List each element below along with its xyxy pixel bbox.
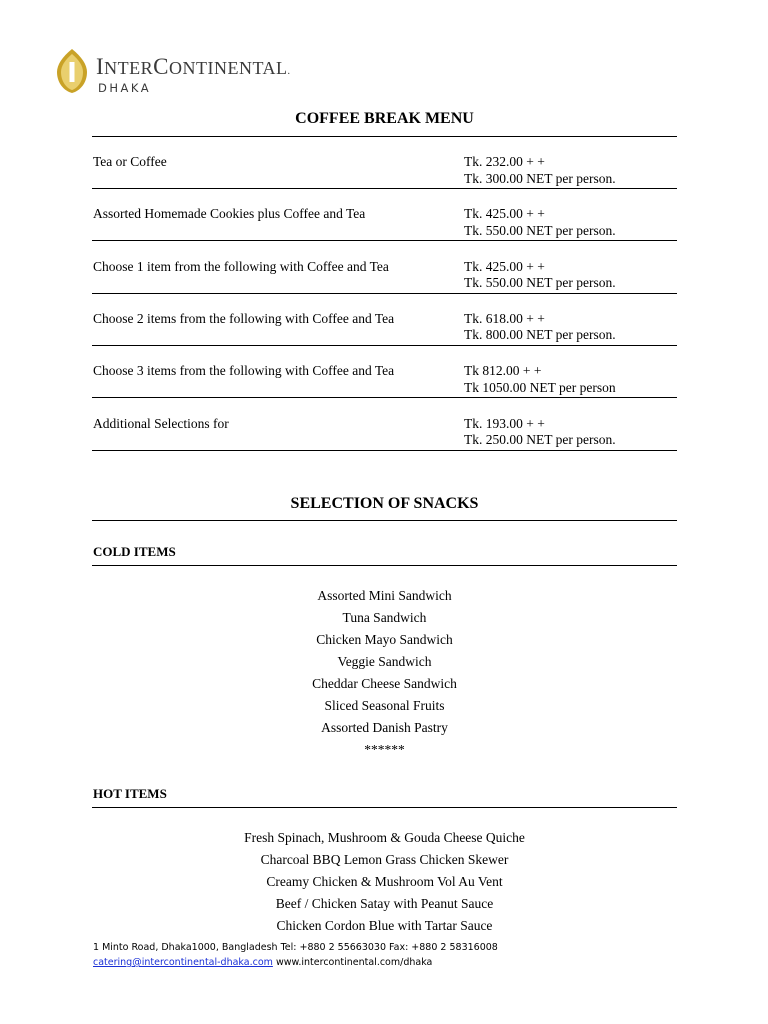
divider <box>92 520 677 521</box>
menu-row-description: Additional Selections for <box>93 415 229 431</box>
menu-row-price <box>464 311 616 344</box>
website-text: www.intercontinental.com/dhaka <box>275 957 433 968</box>
list-item: Chicken Mayo Sandwich <box>316 632 453 647</box>
list-item: Chicken Cordon Blue with Tartar Sauce <box>276 918 493 933</box>
divider <box>92 240 677 241</box>
menu-row-price <box>464 259 616 292</box>
list-item: Beef / Chicken Satay with Peanut Sauce <box>275 896 494 911</box>
intercontinental-emblem-icon <box>54 48 90 94</box>
divider <box>92 136 677 137</box>
list-item: Charcoal BBQ Lemon Grass Chicken Skewer <box>260 852 509 867</box>
list-item: Fresh Spinach, Mushroom & Gouda Cheese Quiche <box>244 830 525 845</box>
list-item: ****** <box>364 742 405 757</box>
price-plus: Tk. 425.00 + + <box>464 258 545 274</box>
list-item: Veggie Sandwich <box>337 654 432 669</box>
list-item: Assorted Danish Pastry <box>321 720 448 735</box>
email-link[interactable]: catering@intercontinental-dhaka.com <box>93 957 273 968</box>
list-item: Assorted Mini Sandwich <box>317 588 452 603</box>
divider <box>92 565 677 566</box>
divider <box>92 345 677 346</box>
price-plus: Tk. 425.00 + + <box>464 206 545 222</box>
footer <box>93 940 498 970</box>
list-item: Cheddar Cheese Sandwich <box>312 676 457 691</box>
price-net: Tk. 300.00 NET per person. <box>464 170 616 186</box>
brand-city: DHAKA <box>98 81 152 95</box>
price-net: Tk. 250.00 NET per person. <box>464 432 616 447</box>
price-plus: Tk. 618.00 + + <box>464 310 545 326</box>
menu-row-price <box>464 363 616 396</box>
price-plus: Tk. 193.00 + + <box>464 415 545 431</box>
brand-name: INTERCONTINENTAL. <box>96 54 291 79</box>
cold-items-label: COLD ITEMS <box>93 544 176 559</box>
footer-address: 1 Minto Road, Dhaka1000, Bangladesh Tel: +880 2 55663030 Fax: +880 2 58316008 <box>93 942 498 953</box>
menu-row-price <box>464 154 616 187</box>
divider <box>92 450 677 451</box>
menu-row-description: Choose 3 items from the following with Coffee and Tea <box>93 363 395 379</box>
menu-row-price <box>464 206 616 239</box>
menu-row-description: Assorted Homemade Cookies plus Coffee and Tea <box>93 206 366 222</box>
price-net: Tk 1050.00 NET per person <box>464 379 616 395</box>
menu-row-description: Tea or Coffee <box>93 154 167 169</box>
price-plus: Tk. 232.00 + + <box>464 154 545 169</box>
hot-items-label: HOT ITEMS <box>93 786 167 801</box>
menu-row-price <box>464 416 616 449</box>
list-item: Tuna Sandwich <box>342 610 427 625</box>
footer-contact <box>93 955 498 970</box>
price-net: Tk. 550.00 NET per person. <box>464 275 616 291</box>
divider <box>92 807 677 808</box>
price-plus: Tk 812.00 + + <box>464 363 542 379</box>
divider <box>92 188 677 189</box>
menu-row-description: Choose 2 items from the following with Coffee and Tea <box>93 310 395 326</box>
list-item: Sliced Seasonal Fruits <box>324 698 445 713</box>
divider <box>92 293 677 294</box>
price-net: Tk. 800.00 NET per person. <box>464 327 616 343</box>
menu-row-description: Choose 1 item from the following with Coffee and Tea <box>93 258 389 274</box>
list-item: Creamy Chicken & Mushroom Vol Au Vent <box>266 874 503 889</box>
page-title: COFFEE BREAK MENU <box>295 110 474 127</box>
cold-items-list <box>92 585 677 761</box>
hot-items-list <box>92 827 677 937</box>
price-net: Tk. 550.00 NET per person. <box>464 222 616 238</box>
snacks-title: SELECTION OF SNACKS <box>290 495 479 512</box>
divider <box>92 397 677 398</box>
